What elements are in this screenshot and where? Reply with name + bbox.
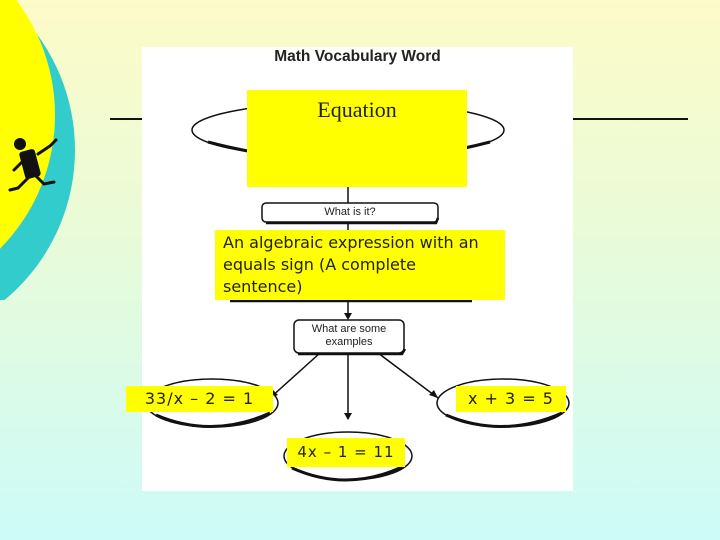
vocabulary-word: Equation: [247, 90, 467, 187]
rule-line-right: [572, 118, 688, 120]
example-left: 33/x – 2 = 1: [126, 386, 273, 412]
example-right: x + 3 = 5: [456, 386, 566, 412]
example-bottom: 4x – 1 = 11: [287, 438, 405, 467]
arrowhead: [344, 413, 352, 420]
examples-label-line-1: What are some: [311, 323, 387, 335]
arrowhead: [429, 390, 438, 398]
examples-label: [294, 323, 404, 349]
definition-text: An algebraic expression with an equals sign (A complete sentence): [215, 230, 505, 300]
what-is-it-label: What is it?: [324, 206, 376, 218]
branch-right: [378, 353, 438, 398]
arrowhead: [344, 313, 352, 320]
branch-left: [270, 353, 320, 398]
examples-label-line-2: examples: [325, 336, 373, 348]
corner-decoration: [0, 0, 120, 300]
worksheet-heading: Math Vocabulary Word: [274, 48, 441, 65]
